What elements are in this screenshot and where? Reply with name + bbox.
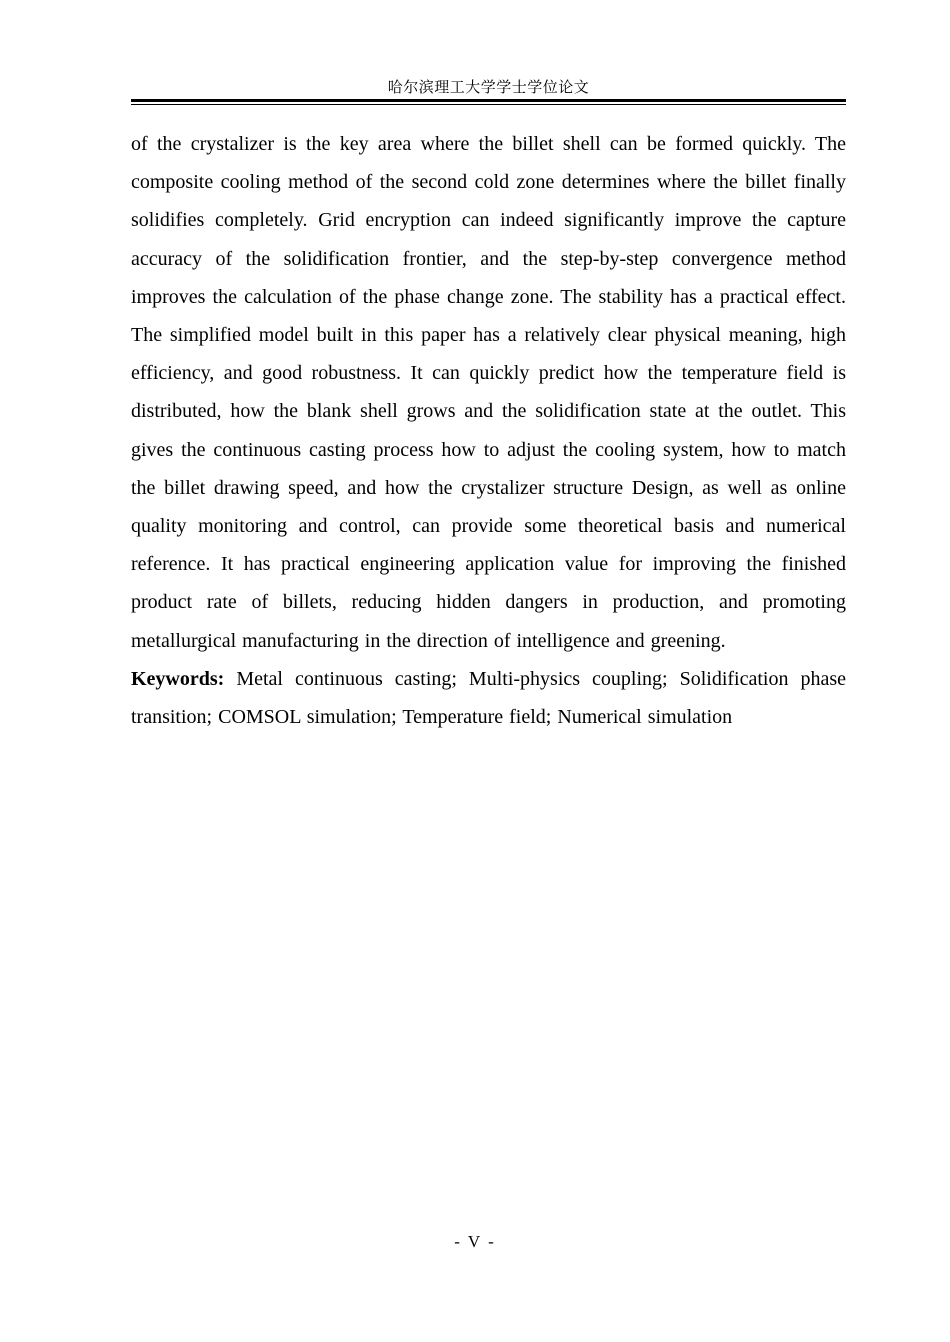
header-rule-thin: [131, 104, 846, 105]
abstract-paragraph: of the crystalizer is the key area where the billet shell can be formed quickly. The composite cooling method of the second cold zone determines where the billet finally solidifies completely. Grid encryption can indeed significantly improve the capture accuracy of the solidification frontier, and the step-by-step convergence method improves the calculation of the phase change zone. The stability has a practical effect. The simplified model built in this paper has a relatively clear physical meaning, high efficiency, and good robustness. It can quickly predict how the temperature field is distributed, how the blank shell grows and the solidification state at the outlet. This gives the continuous casting process how to adjust the cooling system, how to match the billet drawing speed, and how the crystalizer structure Design, as well as online quality monitoring and control, can provide some theoretical basis and numerical reference. It has practical engineering application value for improving the finished product rate of billets, reducing hidden dangers in production, and promoting metallurgical manufacturing in the direction of intelligence and greening.: [131, 133, 846, 652]
keywords-label: Keywords:: [131, 667, 225, 690]
page-number: - V -: [454, 1232, 496, 1251]
keywords-text: Metal continuous casting; Multi-physics coupling; Solidification phase transition; COMSOL simulation; Temperature field; Numerical simulation: [131, 667, 846, 729]
page-body: [131, 125, 846, 736]
keywords-paragraph: [131, 660, 846, 736]
header-rule-thick: [131, 99, 846, 102]
running-header: 哈尔滨理工大学学士学位论文: [387, 80, 590, 96]
